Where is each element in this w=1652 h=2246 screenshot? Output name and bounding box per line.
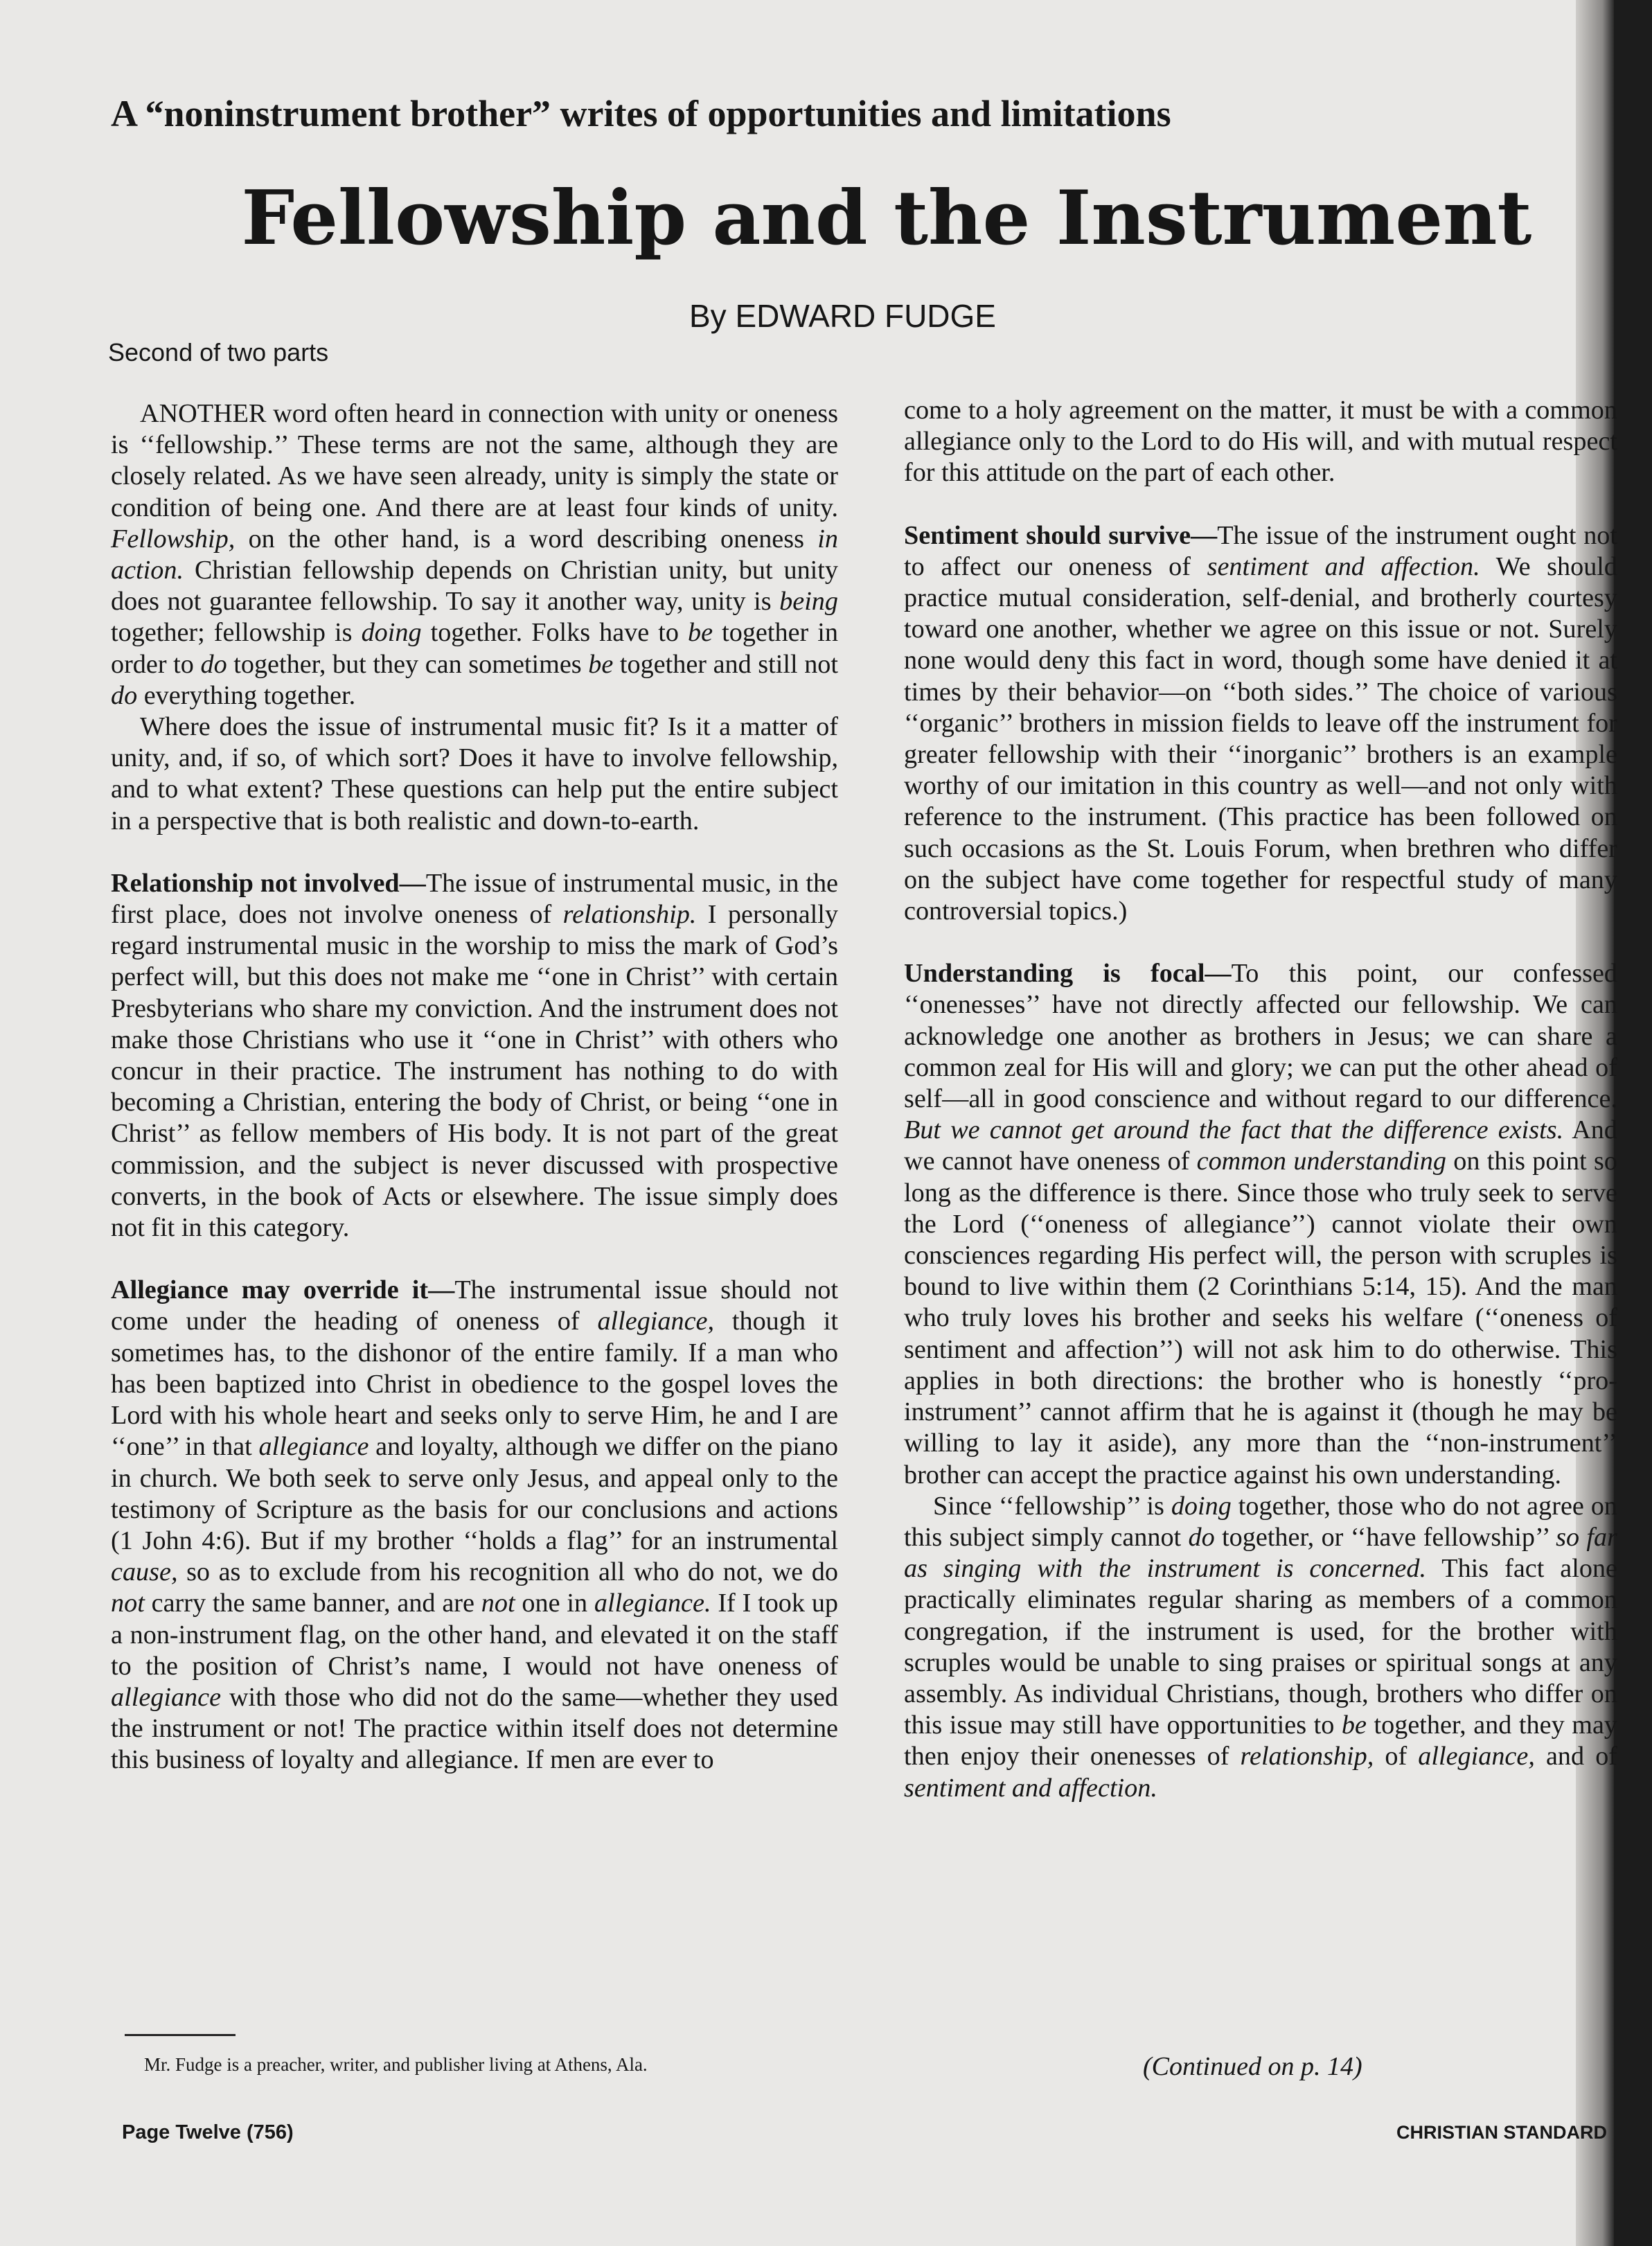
article-kicker: A “noninstrument brother” writes of opportunities and limitations [111,93,1171,134]
left-column [111,398,838,1776]
section-allegiance-continued: come to a holy agreement on the matter, it must be with a common allegiance only to the Lord to do His will, and with mutual respect for this attitude on the part of each other. [904,396,1617,488]
article-title: Fellowship and the Instrument [241,175,1532,262]
series-note: Second of two parts [108,338,329,366]
footnote-rule [125,2034,236,2036]
article-byline: By EDWARD FUDGE [689,298,996,334]
page-number: Page Twelve (756) [122,2121,294,2143]
paragraph-intro-1: ANOTHER word often heard in connection with unity or oneness is ‘‘fellowship.’’ These terms are not the same, although they are closely related. As we have seen already, unity is simply the state or condition of being one. And there are at least four kinds of unity. Fellowship, on the other hand, is a word describing oneness in action. Christian fellowship depends on Christian unity, but unity does not guarantee fellowship. To say it another way, unity is being together; fellowship is doing together. Folks have to be together in order to do together, but they can sometimes be together and still not do everything together. [111,399,839,710]
author-footnote: Mr. Fudge is a preacher, writer, and publisher living at Athens, Ala. [144,2054,648,2075]
publication-name: CHRISTIAN STANDARD [1396,2122,1607,2143]
paragraph-intro-2: Where does the issue of instrumental music fit? Is it a matter of unity, and, if so, of which sort? Does it have to involve fellowship, and to what extent? These questions can help put the entire subject in a perspective that is both realistic and down-to-earth. [111,712,838,835]
continued-notice: (Continued on p. 14) [1143,2052,1362,2081]
section-allegiance: Allegiance may override it—The instrumental issue should not come under the heading of oneness of allegiance, though it sometimes has, to the dishonor of the entire family. If a man who has been baptized into Christ in obedience to the gospel loves the Lord with his whole heart and seeks only to serve Him, he and I are ‘‘one’’ in that allegiance and loyalty, although we differ on the piano in church. We both seek to serve only Jesus, and appeal only to the testimony of Scripture as the basis for our conclusions and actions (1 John 4:6). But if my brother ‘‘holds a flag’’ for an instrumental cause, so as to exclude from his recognition all who do not, we do not carry the same banner, and are not one in allegiance. If I took up a non-instrument flag, on the other hand, and elevated it on the staff to the position of Christ’s name, I would not have oneness of allegiance with those who did not do the same—whether they used the instrument or not! The practice within itself does not determine this business of loyalty and allegiance. If men are ever to [111,1275,839,1775]
section-relationship: Relationship not involved—The issue of instrumental music, in the first place, does not involve oneness of relationship. I personally regard instrumental music in the worship to miss the mark of God’s perfect will, but this does not make me ‘‘one in Christ’’ with certain Presbyterians who share my conviction. And the instrument does not make those Christians who use it ‘‘one in Christ’’ with others who concur in their practice. The instrument has nothing to do with becoming a Christian, entering the body of Christ, or being ‘‘one in Christ’’ as fellow members of His body. It is not part of the great commission, and the subject is never discussed with prospective converts, in the book of Acts or elsewhere. The issue simply does not fit in this category. [111,868,839,1243]
right-column [904,395,1617,1804]
paragraph-closing: Since ‘‘fellowship’’ is doing together, those who do not agree on this subject simply cannot do together, or ‘‘have fellowship’’ so far as singing with the instrument is concerned. This fact alone practically eliminates regular sharing as members of a common congregation, if the instrument is used, for the brother with scruples would be unable to sing praises or spiritual songs at any assembly. As individual Christians, though, brothers who differ on this issue may still have opportunities to be together, and they may then enjoy their onenesses of relationship, of allegiance, and of sentiment and affection. [904,1491,1618,1803]
section-sentiment: Sentiment should survive—The issue of the instrument ought not to affect our oneness of sentiment and affection. We should practice mutual consideration, self-denial, and brotherly courtesy toward one another, whether we agree on this issue or not. Surely none would deny this fact in word, though some have denied it at times by their behavior—on ‘‘both sides.’’ The choice of various ‘‘organic’’ brothers in mission fields to leave off the instrument for greater fellowship with their ‘‘inorganic’’ brothers is an example worthy of our imitation in this country as well—and not only with reference to the instrument. (This practice has been followed on such occasions as the St. Louis Forum, when brethren who differ on the subject have come together for respectful study of many controversial topics.) [904,520,1617,926]
section-understanding: Understanding is focal—To this point, our confessed ‘‘onenesses’’ have not directly affected our fellowship. We can acknowledge one another as brothers in Jesus; we can share a common zeal for His will and glory; we can put the other ahead of self—all in good conscience and without regard to our difference. But we cannot get around the fact that the difference exists. And we cannot have oneness of common understanding on this point so long as the difference is there. Since those who truly seek to serve the Lord (‘‘oneness of allegiance’’) cannot violate their own consciences regarding His perfect will, the person with scruples is bound to live within them (2 Corinthians 5:14, 15). And the man who truly loves his brother and seeks his welfare (‘‘oneness of sentiment and affection’’) will not ask him to do otherwise. This applies in both directions: the brother who is honestly ‘‘pro-instrument’’ cannot affirm that he is against it (though he may be willing to lay it aside), any more than the ‘‘non-instrument’’ brother can accept the practice against his own understanding. [904,959,1617,1489]
